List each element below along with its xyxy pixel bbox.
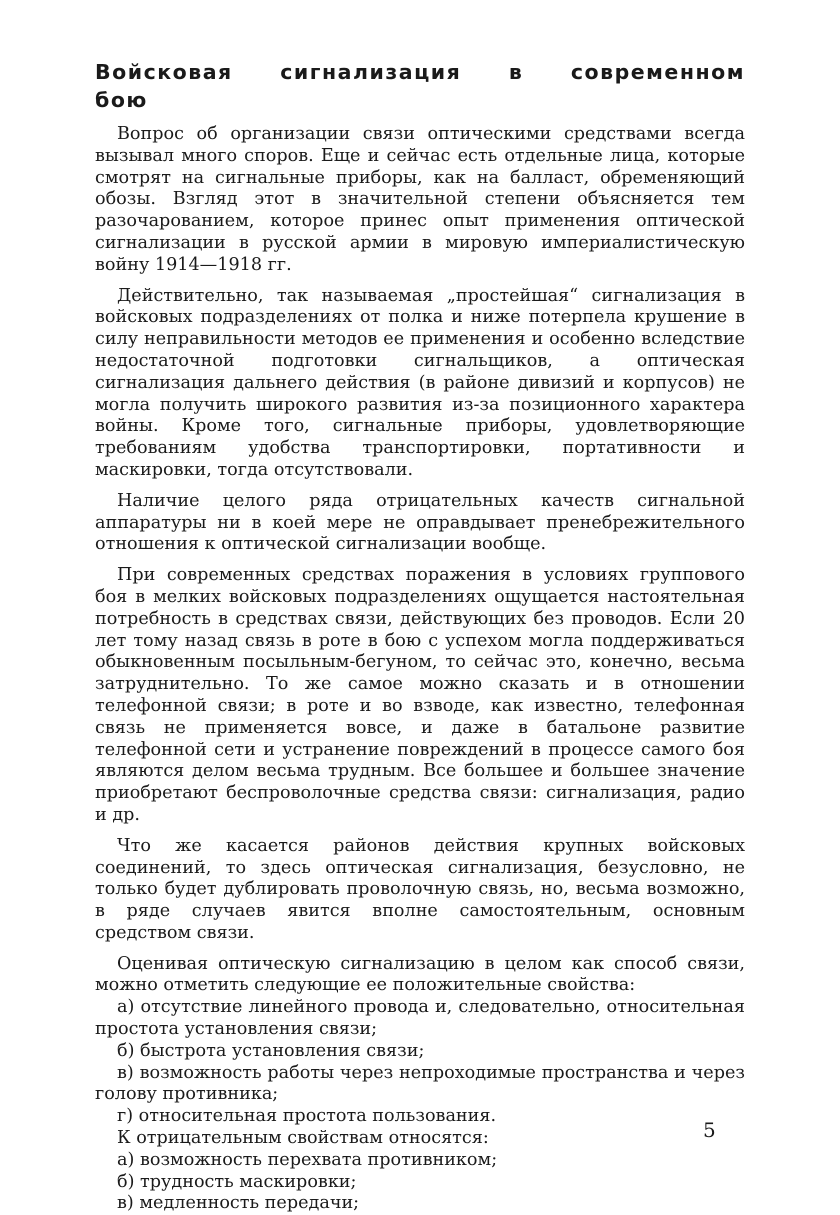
paragraph: При современных средствах поражения в условиях группового боя в мелких войсковых подразделениях ощущается настоятельная потребность в средствах связи, действующих без проводов. Если 20 лет тому назад связь в роте в бою с успехом могла поддерживаться обыкновенным посыльным-бегуном, то сейчас это, конечно, весьма затруднительно. То же самое можно сказать и в отношении телефонной связи; в роте и во взводе, как известно, телефонная связь не применяется вовсе, и даже в батальоне развитие телефонной сети и устранение повреждений в процессе самого боя являются делом весьма трудным. Все большее и большее значение приобретают беспроволочные средства связи: сигнализация, радио и др.: [95, 565, 745, 825]
paragraph: Что же касается районов действия крупных войсковых соединений, то здесь оптическая сигнализация, безусловно, не только будет дублировать проволочную связь, но, весьма возможно, в ряде случаев явится вполне самостоятельным, основным средством связи.: [95, 835, 745, 943]
paragraph: Оценивая оптическую сигнализацию в целом как способ связи, можно отметить следующие ее положительные свойства:: [95, 953, 745, 996]
paragraph: Действительно, так называемая „простейшая“ сигнализация в войсковых подразделениях от полка и ниже потерпела крушение в силу неправильности методов ее применения и особенно вследствие недостаточной подготовки сигнальщиков, а оптическая сигнализация дальнего действия (в районе дивизий и корпусов) не могла получить широкого развития из-за позиционного характера войны. Кроме того, сигнальные приборы, удовлетворяющие требованиям удобства транспортировки, портативности и маскировки, тогда отсутствовали.: [95, 285, 745, 480]
negative-properties-lead: К отрицательным свойствам относятся:: [117, 1128, 489, 1149]
page-number: 5: [703, 1118, 716, 1142]
negative-properties-list: [95, 1150, 745, 1215]
page-body: [95, 58, 745, 1215]
positive-properties-list: [95, 997, 745, 1128]
list-item: б) быстрота установления связи;: [117, 1040, 425, 1061]
page-title: Войсковая сигнализация в современном бою: [95, 60, 745, 112]
list-item: в) медленность передачи;: [117, 1193, 360, 1214]
list-item: г) относительная простота пользования.: [117, 1106, 497, 1127]
list-item: а) отсутствие линейного провода и, следовательно, относительная простота установления связи;: [95, 997, 745, 1040]
list-item: б) трудность маскировки;: [117, 1171, 357, 1192]
list-item: в) возможность работы через непроходимые пространства и через голову противника;: [95, 1062, 745, 1105]
paragraph: Вопрос об организации связи оптическими средствами всегда вызывал много споров. Еще и сейчас есть отдельные лица, которые смотрят на сигнальные приборы, как на балласт, обременяющий обозы. Взгляд этот в значительной степени объясняется тем разочарованием, которое принес опыт применения оптической сигнализации в русской армии в мировую империалистическую войну 1914—1918 гг.: [95, 124, 745, 275]
paragraph: Наличие целого ряда отрицательных качеств сигнальной аппаратуры ни в коей мере не оправдывает пренебрежительного отношения к оптической сигнализации вообще.: [95, 490, 745, 555]
list-item: а) возможность перехвата противником;: [117, 1149, 498, 1170]
